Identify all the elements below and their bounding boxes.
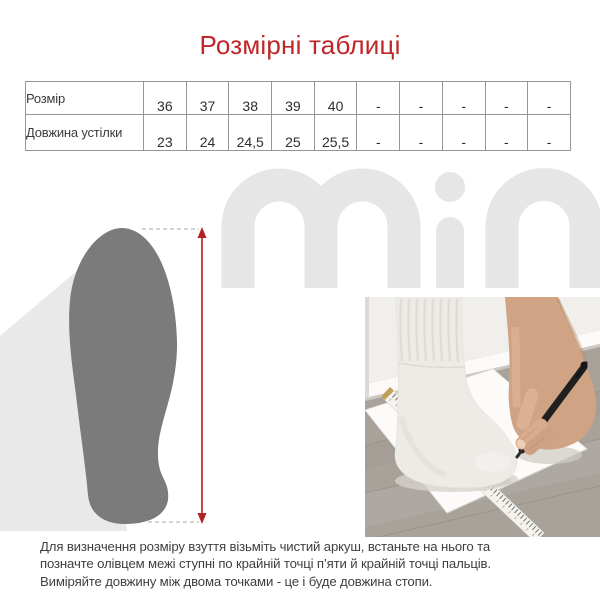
table-cell: - <box>442 82 485 115</box>
pen-button <box>581 362 588 369</box>
table-cell: - <box>442 115 485 151</box>
table-cell: 25,5 <box>314 115 357 151</box>
table-cell: 25 <box>272 115 315 151</box>
instructions-line: Для визначення розміру взуття візьміть чистий аркуш, встаньте на нього та <box>40 539 491 554</box>
length-arrow <box>198 227 207 524</box>
photo-illustration <box>365 297 600 537</box>
table-cell: - <box>528 115 571 151</box>
watermark-letter-i-stem <box>436 217 464 288</box>
wall-corner <box>365 297 369 398</box>
table-cell: 24 <box>186 115 229 151</box>
arm-highlight <box>515 327 517 407</box>
thumb <box>523 395 532 423</box>
table-cell: - <box>485 115 528 151</box>
table-cell: - <box>485 82 528 115</box>
instructions-line: Виміряйте довжину між двома точками - це і буде довжина стопи. <box>40 573 433 589</box>
instructions-line: позначте олівцем межі ступні по крайній точці п’яти й крайній точці пальців. <box>40 556 491 572</box>
watermark-letter-n <box>502 185 586 289</box>
table-cell: 38 <box>229 82 272 115</box>
table-cell: 39 <box>272 82 315 115</box>
table-cell: - <box>528 82 571 115</box>
table-cell: 36 <box>144 82 187 115</box>
watermark-letter-m <box>238 185 404 288</box>
page-title: Розмірні таблиці <box>199 30 401 60</box>
table-cell: 23 <box>144 115 187 151</box>
foot-measurement-photo <box>365 297 600 537</box>
table-cell: 24,5 <box>229 115 272 151</box>
sock-toe-highlight <box>475 452 511 472</box>
watermark-letter-i-dot <box>435 172 465 202</box>
table-cell: - <box>357 115 400 151</box>
table-label-cell: Довжина устілки <box>26 115 144 151</box>
table-label-cell: Розмір <box>26 82 144 115</box>
table-cell: 40 <box>314 82 357 115</box>
table-cell: - <box>357 82 400 115</box>
table-cell: - <box>400 115 443 151</box>
instructions-text <box>40 538 491 590</box>
watermark-min <box>238 172 586 288</box>
table-cell: 37 <box>186 82 229 115</box>
table-cell: - <box>400 82 443 115</box>
